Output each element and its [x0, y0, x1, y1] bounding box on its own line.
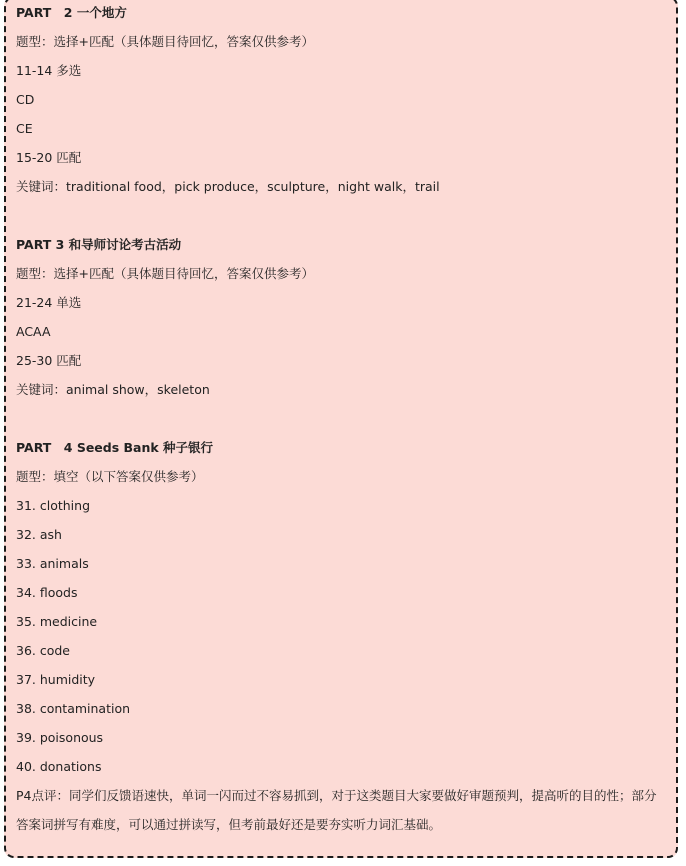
part2-answer-2: CE — [16, 121, 33, 136]
part4-heading: PART 4 Seeds Bank 种子银行 — [16, 440, 214, 455]
part2-question-range-1: 11-14 多选 — [16, 63, 82, 78]
part3-keywords: 关键词：animal show，skeleton — [16, 382, 210, 397]
part4-answer-36: 36. code — [16, 643, 70, 658]
part4-answer-34: 34. floods — [16, 585, 78, 600]
part3-question-range-1: 21-24 单选 — [16, 295, 82, 310]
part4-answer-39: 39. poisonous — [16, 730, 104, 745]
part4-answer-31: 31. clothing — [16, 498, 90, 513]
part4-answer-38: 38. contamination — [16, 701, 131, 716]
part4-answer-32: 32. ash — [16, 527, 62, 542]
part4-answer-40: 40. donations — [16, 759, 102, 774]
part3-heading: PART 3 和导师讨论考古活动 — [16, 237, 182, 252]
part3-question-range-2: 25-30 匹配 — [16, 353, 82, 368]
part4-comment: P4点评：同学们反馈语速快，单词一闪而过不容易抓到，对于这类题目大家要做好审题预判，提高听的目的性；部分答案词拼写有难度，可以通过拼读写，但考前最好还是要夯实听力词汇基础。 — [16, 788, 657, 832]
part2-answer-1: CD — [16, 92, 35, 107]
part4-answer-33: 33. animals — [16, 556, 89, 571]
part2-heading: PART 2 一个地方 — [16, 5, 127, 20]
part3-question-type: 题型：选择+匹配（具体题目待回忆，答案仅供参考） — [16, 266, 314, 281]
part4-answer-37: 37. humidity — [16, 672, 96, 687]
answer-card — [4, 0, 678, 858]
part4-answer-35: 35. medicine — [16, 614, 98, 629]
part3-answer-1: ACAA — [16, 324, 51, 339]
part2-question-range-2: 15-20 匹配 — [16, 150, 82, 165]
part2-keywords: 关键词：traditional food，pick produce，sculpture，night walk，trail — [16, 179, 440, 194]
part2-question-type: 题型：选择+匹配（具体题目待回忆，答案仅供参考） — [16, 34, 314, 49]
part4-question-type: 题型：填空（以下答案仅供参考） — [16, 469, 204, 484]
